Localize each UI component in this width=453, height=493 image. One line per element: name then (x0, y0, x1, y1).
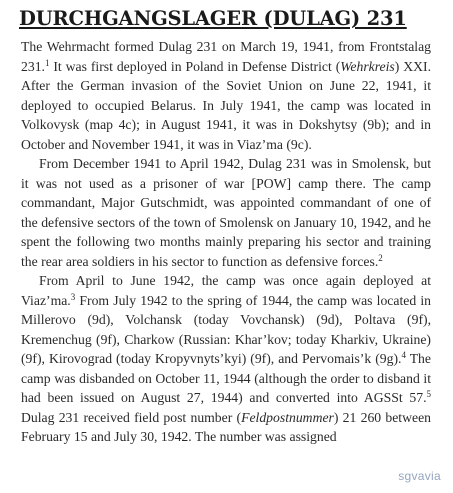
paragraph (21, 271, 431, 447)
italic-term: Feldpostnummer (241, 409, 334, 425)
text-run: ) XXI. After the German invasion of the Soviet Union on June 22, 1941, it deployed to occupied Belarus. In July 1941, the camp was located in Volkovysk (map 4c); in August 1941, it was in Dokshytsy (9b); and in October and November 1941, it was in Viaz’ma (9c). (21, 58, 431, 152)
text-run: ) 21 260 between February 15 and July 30, 1942. The number was assigned (21, 409, 431, 444)
paragraph (21, 154, 431, 271)
text-run: From December 1941 to April 1942, Dulag 231 was in Smolensk, but it was not used as a prisoner of war [POW] camp there. The camp commandant, Major Gutschmidt, was appointed commandant of one of the defensive sectors of the town of Smolensk on January 10, 1942, and he spent the following two months mainly preparing his sector and training the rear area soldiers in his sector to function as defensive forces. (21, 156, 431, 269)
italic-term: Wehrkreis (340, 58, 395, 74)
footnote-marker: 5 (426, 389, 431, 399)
page-title: DURCHGANGSLAGER (DULAG) 231 (19, 7, 407, 30)
text-run: From July 1942 to the spring of 1944, the camp was located in Millerovo (9d), Volchansk (today Vovchansk) (9d), Poltava (9f), Kremenchug (9f), Charkow (Russian: Khar’kov; today Kharkiv, Ukraine) (9f), Kirovograd (today Kropyvnyts’kyi) (9f), and Pervomais’k (9g). (21, 292, 431, 366)
text-run: It was first deployed in Poland in Defense District ( (49, 58, 341, 74)
paragraph (21, 37, 431, 154)
watermark-logo: sgvavia (398, 469, 441, 483)
text-run: From April to June 1942, the camp was once again deployed at Viaz’ma. (21, 273, 431, 308)
footnote-marker: 1 (44, 57, 50, 68)
footnote-marker: 3 (70, 291, 76, 302)
article-body (21, 37, 431, 447)
footnote-marker: 2 (378, 252, 383, 263)
text-run: Dulag 231 received field post number ( (21, 409, 242, 425)
text-run: The Wehrmacht formed Dulag 231 on March 19, 1941, from Frontstalag 231. (21, 39, 431, 74)
footnote-marker: 4 (401, 350, 406, 360)
text-run: The camp was disbanded on October 11, 1944 (although the order to disband it had been issued on August 27, 1944) and converted into AGSSt 57. (21, 351, 431, 405)
